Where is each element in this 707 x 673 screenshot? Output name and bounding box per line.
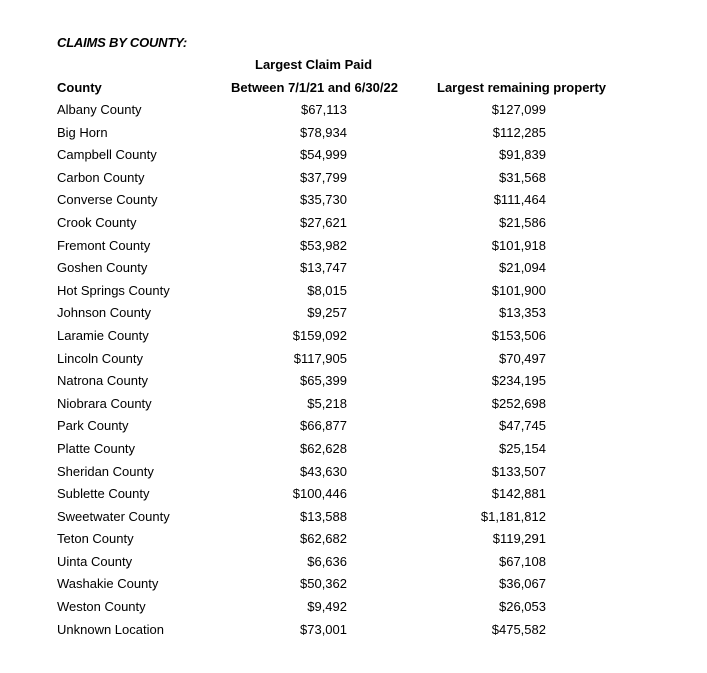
- largest-remaining-property: $91,839: [499, 147, 546, 163]
- largest-remaining-property: $112,285: [492, 124, 546, 140]
- table-row: [0, 372, 707, 395]
- largest-claim-paid: $67,113: [300, 102, 347, 117]
- largest-claim-paid: $117,905: [293, 350, 347, 366]
- table-row: [0, 485, 707, 508]
- table-row: [0, 575, 707, 598]
- largest-claim-paid: $159,092: [292, 327, 347, 343]
- header-county: County: [57, 80, 102, 95]
- largest-remaining-property: $142,881: [491, 486, 546, 502]
- largest-claim-paid: $65,399: [300, 373, 347, 389]
- county-name: Campbell County: [57, 147, 157, 163]
- table-row: [0, 530, 707, 553]
- county-name: Carbon County: [57, 169, 145, 185]
- largest-remaining-property: $133,507: [491, 463, 546, 479]
- county-name: Natrona County: [57, 373, 149, 389]
- table-row: [0, 191, 707, 214]
- header-claim-period: Between 7/1/21 and 6/30/22: [231, 80, 398, 95]
- county-name: Laramie County: [57, 327, 149, 343]
- table-row: [0, 417, 707, 440]
- county-name: Unknown Location: [57, 621, 164, 637]
- county-name: Johnson County: [57, 305, 151, 321]
- largest-remaining-property: $36,067: [499, 576, 546, 592]
- largest-remaining-property: $47,745: [499, 418, 546, 434]
- county-name: Crook County: [57, 214, 137, 230]
- largest-remaining-property: $26,053: [499, 599, 546, 615]
- county-name: Sublette County: [57, 486, 150, 502]
- county-name: Niobrara County: [57, 395, 152, 411]
- largest-remaining-property: $111,464: [493, 192, 546, 208]
- largest-claim-paid: $35,730: [300, 192, 347, 208]
- largest-remaining-property: $101,918: [491, 237, 546, 253]
- table-row: [0, 124, 707, 147]
- table-row: [0, 463, 707, 486]
- county-name: Sheridan County: [57, 463, 154, 479]
- largest-claim-paid: $13,747: [300, 260, 347, 276]
- largest-claim-paid: $8,015: [307, 282, 347, 298]
- largest-remaining-property: $127,099: [491, 102, 546, 117]
- largest-remaining-property: $153,506: [491, 327, 546, 343]
- county-name: Goshen County: [57, 260, 148, 276]
- document-title: CLAIMS BY COUNTY:: [57, 35, 187, 50]
- largest-claim-paid: $13,588: [300, 508, 347, 524]
- largest-remaining-property: $234,195: [491, 373, 546, 389]
- county-name: Uinta County: [57, 553, 133, 569]
- largest-remaining-property: $13,353: [499, 305, 546, 321]
- table-row: [0, 259, 707, 282]
- largest-remaining-property: $67,108: [499, 553, 546, 569]
- table-row: [0, 350, 707, 373]
- table-row: [0, 395, 707, 418]
- county-name: Fremont County: [57, 237, 151, 253]
- table-row: [0, 169, 707, 192]
- table-row: [0, 214, 707, 237]
- table-row: [0, 304, 707, 327]
- county-name: Platte County: [57, 440, 136, 456]
- largest-claim-paid: $53,982: [300, 237, 347, 253]
- county-name: Teton County: [57, 531, 134, 547]
- table-row: [0, 553, 707, 576]
- table-row: [0, 621, 707, 644]
- largest-remaining-property: $70,497: [499, 350, 546, 366]
- largest-remaining-property: $31,568: [499, 169, 546, 185]
- largest-claim-paid: $100,446: [292, 486, 347, 502]
- largest-claim-paid: $50,362: [300, 576, 347, 592]
- table-row: [0, 327, 707, 350]
- largest-claim-paid: $5,218: [307, 395, 347, 411]
- largest-remaining-property: $21,094: [499, 260, 546, 276]
- largest-claim-paid: $37,799: [300, 169, 347, 185]
- largest-claim-paid: $73,001: [300, 621, 347, 637]
- largest-remaining-property: $21,586: [499, 214, 546, 230]
- table-row: [0, 282, 707, 305]
- largest-claim-paid: $6,636: [307, 553, 347, 569]
- county-name: Big Horn: [57, 124, 108, 140]
- header-largest-claim-paid: Largest Claim Paid: [255, 57, 373, 72]
- county-name: Albany County: [57, 102, 142, 117]
- claims-table-body: [0, 101, 707, 643]
- largest-claim-paid: $27,621: [300, 214, 347, 230]
- largest-remaining-property: $252,698: [491, 395, 546, 411]
- county-name: Hot Springs County: [57, 282, 170, 298]
- table-row: [0, 598, 707, 621]
- county-name: Park County: [57, 418, 129, 434]
- largest-remaining-property: $1,181,812: [480, 508, 546, 524]
- county-name: Lincoln County: [57, 350, 143, 366]
- largest-remaining-property: $119,291: [492, 531, 546, 547]
- largest-claim-paid: $54,999: [300, 147, 347, 163]
- largest-claim-paid: $66,877: [300, 418, 347, 434]
- county-name: Converse County: [57, 192, 158, 208]
- county-name: Sweetwater County: [57, 508, 170, 524]
- table-row: [0, 101, 707, 124]
- table-row: [0, 440, 707, 463]
- largest-remaining-property: $101,900: [491, 282, 546, 298]
- county-name: Weston County: [57, 599, 146, 615]
- largest-remaining-property: $25,154: [499, 440, 546, 456]
- largest-claim-paid: $78,934: [300, 124, 347, 140]
- largest-claim-paid: $9,492: [307, 599, 347, 615]
- largest-claim-paid: $62,682: [300, 531, 347, 547]
- table-row: [0, 237, 707, 260]
- largest-remaining-property: $475,582: [491, 621, 546, 637]
- table-row: [0, 508, 707, 531]
- largest-claim-paid: $62,628: [300, 440, 347, 456]
- largest-claim-paid: $43,630: [300, 463, 347, 479]
- table-row: [0, 146, 707, 169]
- largest-claim-paid: $9,257: [307, 305, 347, 321]
- county-name: Washakie County: [57, 576, 159, 592]
- header-largest-remaining-property: Largest remaining property: [437, 80, 607, 95]
